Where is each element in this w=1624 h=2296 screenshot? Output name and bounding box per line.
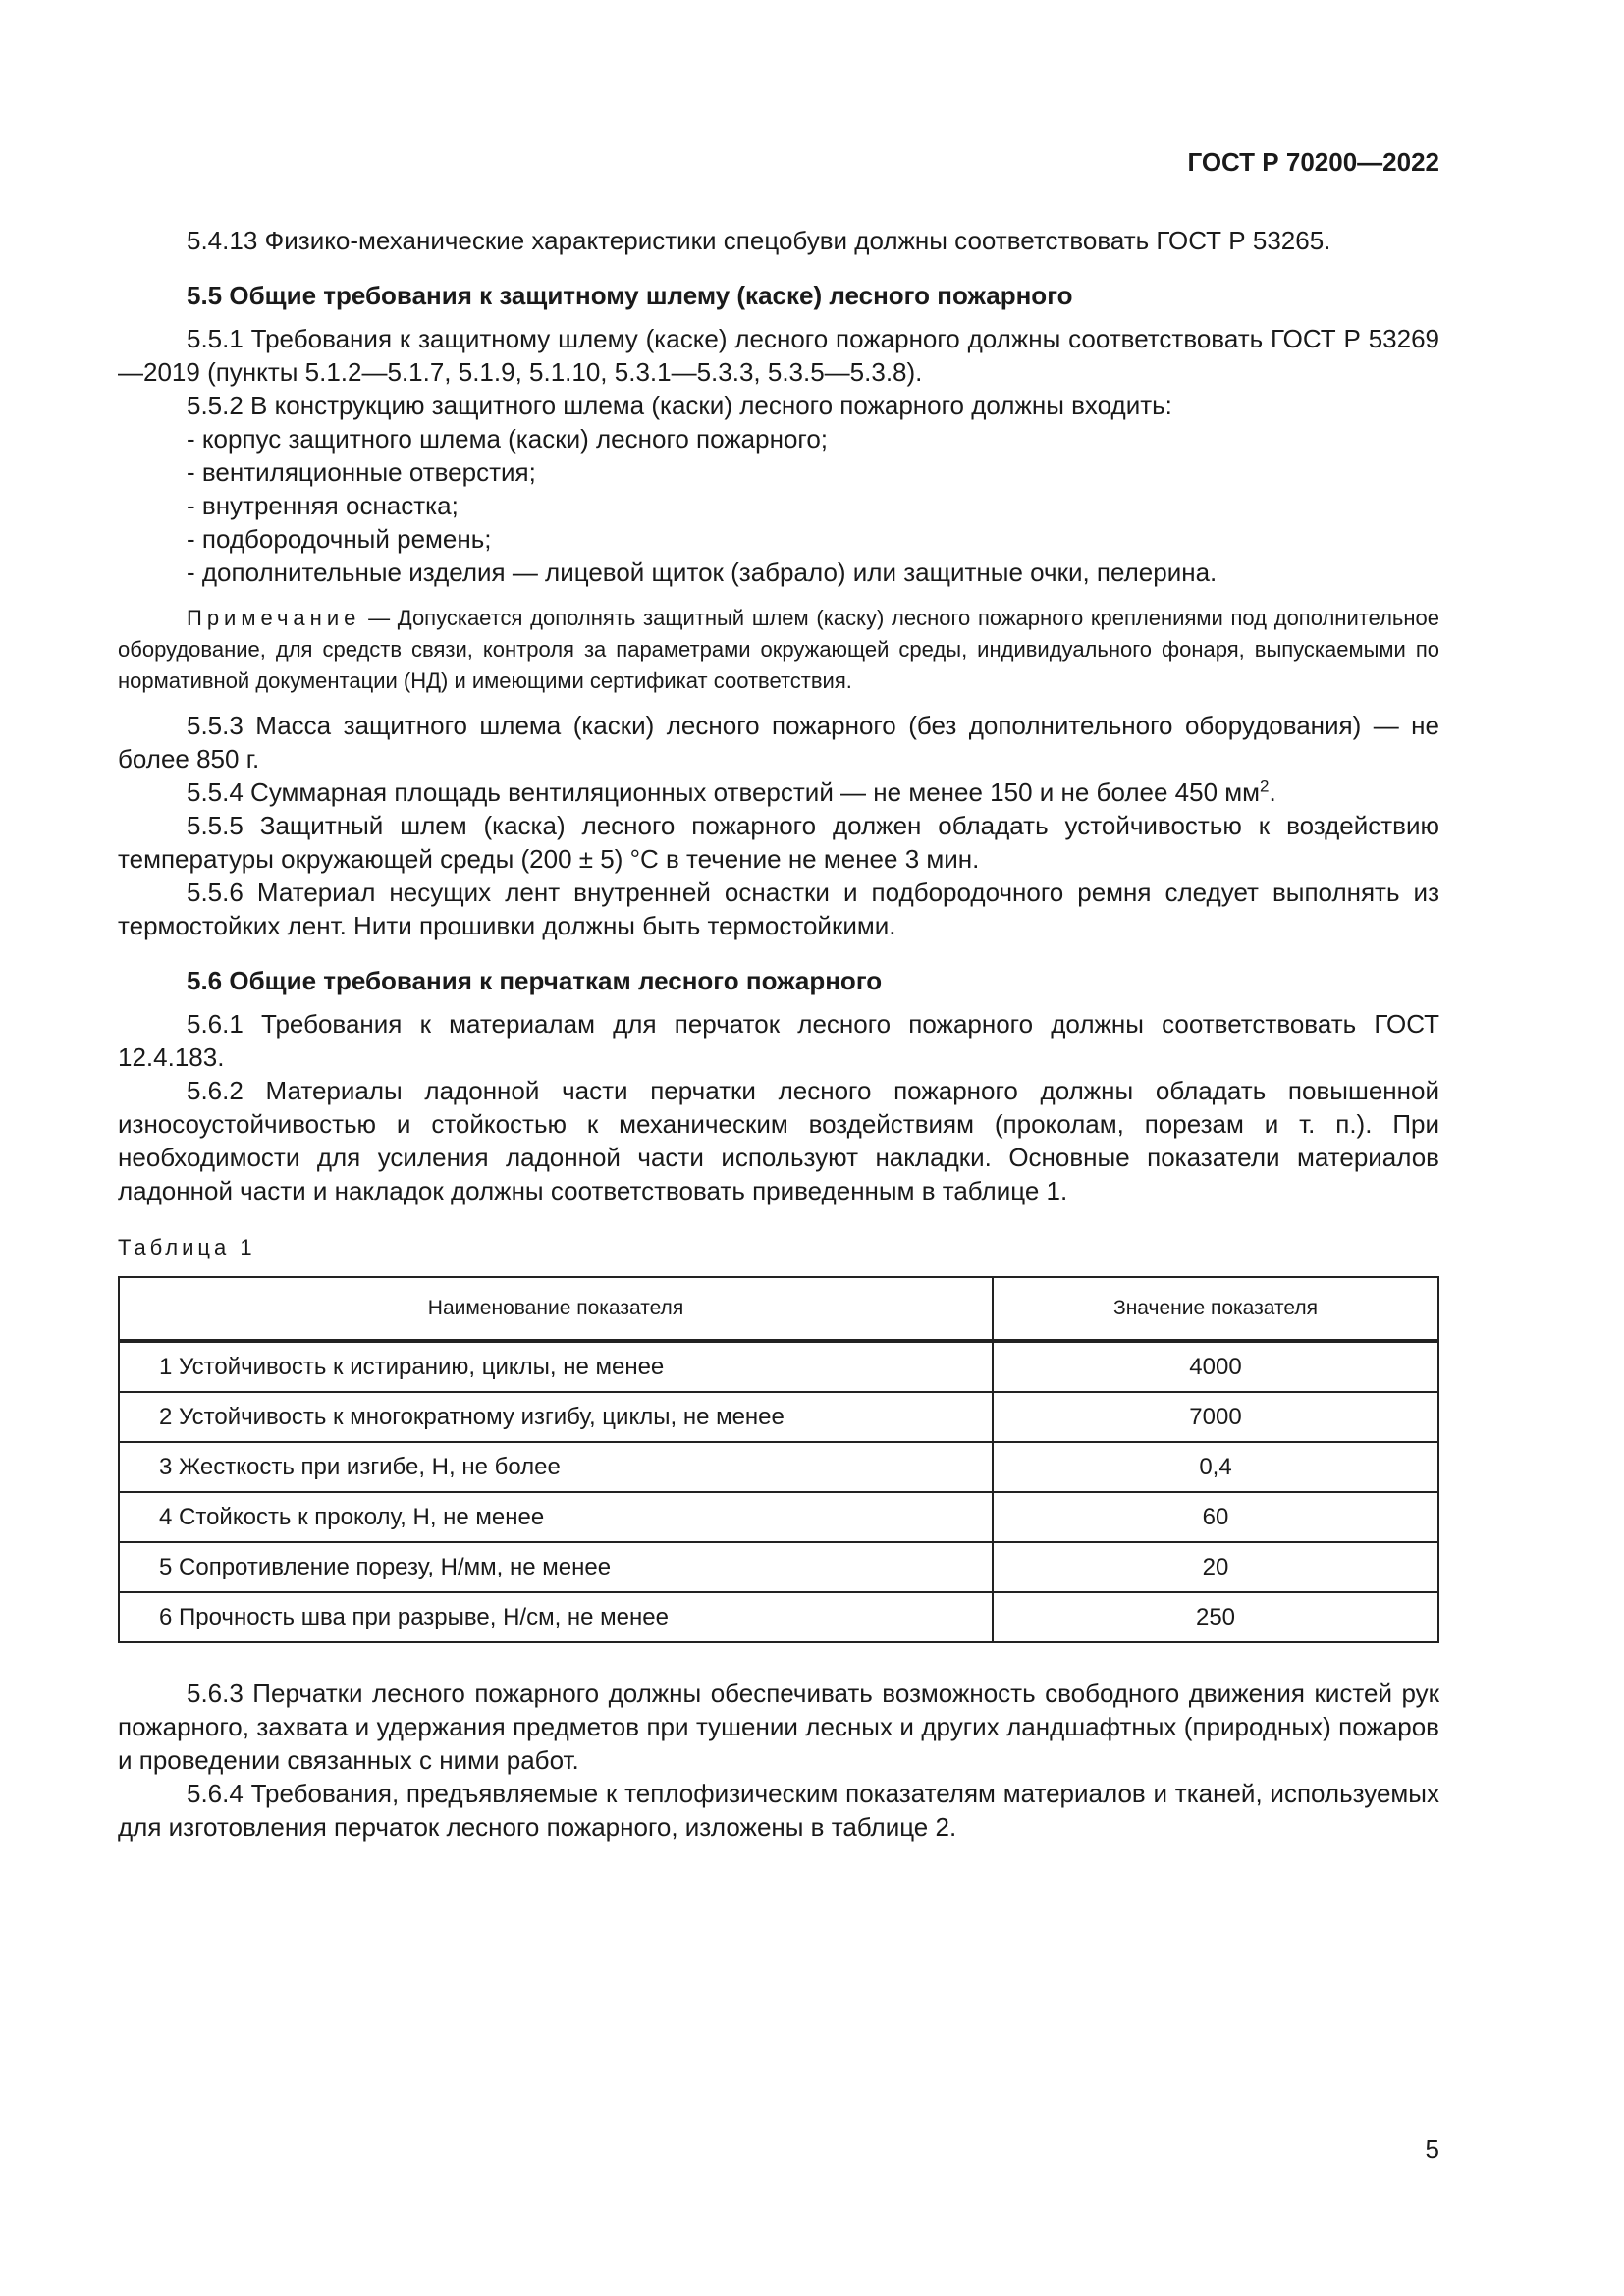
note [118,603,1439,697]
table-row [119,1341,1438,1392]
paragraph-5-5-3: 5.5.3 Масса защитного шлема (каски) лесного пожарного (без дополнительного оборудования) — не более 850 г. [118,711,1439,774]
table-row [119,1442,1438,1492]
note-text: — Допускается дополнять защитный шлем (каску) лесного пожарного креплениями под дополнительное оборудование, для средств связи, контроля за параметрами окружающей среды, индивидуального фонаря, выпускаемыми по нормативной документации (НД) и имеющими сертификат соответствия. [118,606,1439,693]
list-item: - корпус защитного шлема (каски) лесного пожарного; [187,424,829,454]
table-cell-value: 250 [993,1592,1438,1642]
paragraph-5-6-4: 5.6.4 Требования, предъявляемые к теплофизическим показателям материалов и тканей, используемых для изготовления перчаток лесного пожарного, изложены в таблице 2. [118,1779,1439,1842]
table-cell-value: 0,4 [993,1442,1438,1492]
superscript: 2 [1260,776,1270,796]
section-heading-5-5: 5.5 Общие требования к защитному шлему (каске) лесного пожарного [187,281,1073,310]
paragraph-5-5-4 [118,775,1439,809]
table-1 [118,1276,1439,1643]
paragraph-5-5-1: 5.5.1 Требования к защитному шлему (каске) лесного пожарного должны соответствовать ГОСТ Р 53269—2019 (пункты 5.1.2—5.1.7, 5.1.9, 5.1.10, 5.3.1—5.3.3, 5.3.5—5.3.8). [118,324,1439,387]
helmet-components-list [118,422,1439,589]
table-header-row [119,1277,1438,1341]
table-cell-name: 3 Жесткость при изгибе, Н, не более [119,1442,993,1492]
table-cell-name: 2 Устойчивость к многократному изгибу, циклы, не менее [119,1392,993,1442]
table-row [119,1492,1438,1542]
note-label: Примечание [187,606,361,630]
table-row [119,1592,1438,1642]
table-cell-value: 60 [993,1492,1438,1542]
paragraph-5-5-4-end: . [1269,777,1276,807]
table-cell-value: 20 [993,1542,1438,1592]
table-cell-value: 7000 [993,1392,1438,1442]
paragraph-5-4-13: 5.4.13 Физико-механические характеристики спецобуви должны соответствовать ГОСТ Р 53265. [187,226,1331,255]
list-item: - дополнительные изделия — лицевой щиток (забрало) или защитные очки, пелерина. [187,558,1218,587]
paragraph-5-5-5: 5.5.5 Защитный шлем (каска) лесного пожарного должен обладать устойчивостью к воздействию температуры окружающей среды (200 ± 5) °С в течение не менее 3 мин. [118,811,1439,874]
table-row [119,1542,1438,1592]
paragraph-5-6-3: 5.6.3 Перчатки лесного пожарного должны обеспечивать возможность свободного движения кистей рук пожарного, захвата и удержания предметов при тушении лесных и других ландшафтных (природных) пожаров и проведении связанных с ними работ. [118,1679,1439,1775]
table-row [119,1392,1438,1442]
table-cell-name: 4 Стойкость к проколу, Н, не менее [119,1492,993,1542]
paragraph-5-5-4-text: 5.5.4 Суммарная площадь вентиляционных отверстий — не менее 150 и не более 450 мм [187,777,1261,807]
table-cell-value: 4000 [993,1341,1438,1392]
document-code-header: ГОСТ Р 70200—2022 [1187,147,1439,177]
table-header-value: Значение показателя [993,1277,1438,1341]
table-caption: Таблица 1 [118,1235,256,1259]
paragraph-5-6-2: 5.6.2 Материалы ладонной части перчатки лесного пожарного должны обладать повышенной износоустойчивостью и стойкостью к механическим воздействиям (проколам, порезам и т. п.). При необходимости для усиления ладонной части используют накладки. Основные показатели материалов ладонной части и накладок должны соответствовать приведенным в таблице 1. [118,1076,1439,1205]
list-item: - внутренняя оснастка; [187,491,459,520]
section-heading-5-6: 5.6 Общие требования к перчаткам лесного пожарного [187,966,883,995]
list-item: - подбородочный ремень; [187,524,492,554]
table-cell-name: 5 Сопротивление порезу, Н/мм, не менее [119,1542,993,1592]
list-item: - вентиляционные отверстия; [187,457,536,487]
table-header-name: Наименование показателя [119,1277,993,1341]
document-body [118,224,1439,1843]
table-cell-name: 6 Прочность шва при разрыве, Н/см, не менее [119,1592,993,1642]
paragraph-5-5-6: 5.5.6 Материал несущих лент внутренней оснастки и подбородочного ремня следует выполнять из термостойких лент. Нити прошивки должны быть термостойкими. [118,878,1439,940]
paragraph-5-5-2: 5.5.2 В конструкцию защитного шлема (каски) лесного пожарного должны входить: [187,391,1172,420]
page-number: 5 [1425,2134,1439,2163]
table-cell-name: 1 Устойчивость к истиранию, циклы, не менее [119,1341,993,1392]
paragraph-5-6-1: 5.6.1 Требования к материалам для перчаток лесного пожарного должны соответствовать ГОСТ 12.4.183. [118,1009,1439,1072]
